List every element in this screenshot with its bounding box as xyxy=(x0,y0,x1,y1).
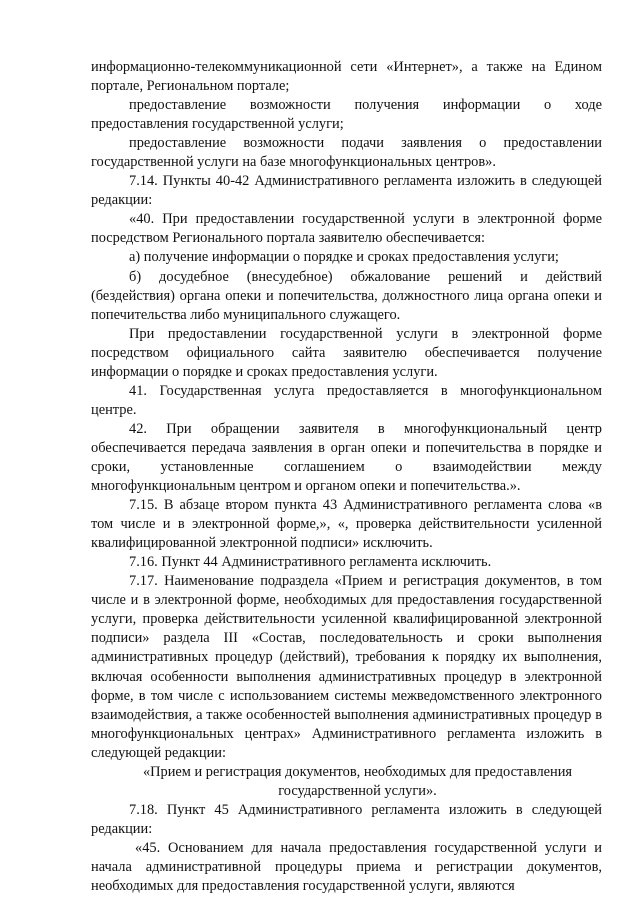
paragraph-portal-access: информационно-телекоммуникационной сети «Интернет», а также на Едином портале, Региональном портале; xyxy=(91,59,602,95)
document-body xyxy=(91,58,602,896)
paragraph-item-40-b: б) досудебное (внесудебное) обжалование решений и действий (бездействия) органа опеки и попечительства, должностного лица органа опеки и попечительства либо муниципального служащего. xyxy=(91,268,602,323)
paragraph-progress-info: предоставление возможности получения информации о ходе предоставления государственной услуги; xyxy=(91,97,602,133)
paragraph-clause-7-16: 7.16. Пункт 44 Административного регламента исключить. xyxy=(129,554,492,571)
paragraph-clause-7-14: 7.14. Пункты 40-42 Административного регламента изложить в следующей редакции: xyxy=(91,173,602,209)
paragraph-item-42: 42. При обращении заявителя в многофункциональный центр обеспечивается передача заявления в орган опеки и попечительства в порядке и сроки, установленные соглашением о взаимодействии между многофункциональным центром и органом опеки и попечительства.». xyxy=(91,420,602,495)
paragraph-clause-7-17: 7.17. Наименование подраздела «Прием и регистрация документов, в том числе и в электронной форме, необходимых для предоставления государственной услуги, проверка действительности усиленной квалифицированной электронной подписи» раздела III «Состав, последовательность и сроки выполнения административных процедур (действий), требования к порядку их выполнения, включая особенности выполнения административных процедур в электронной форме, в том числе с использованием системы межведомственного электронного взаимодействия, а также особенностей выполнения административных процедур в многофункциональных центрах» Административного регламента изложить в следующей редакции: xyxy=(91,573,602,761)
paragraph-item-41: 41. Государственная услуга предоставляется в многофункциональном центре. xyxy=(91,382,602,418)
paragraph-item-40-a: а) получение информации о порядке и сроках предоставления услуги; xyxy=(129,249,559,266)
paragraph-subsection-title: «Прием и регистрация документов, необходимых для предоставления государственной услуги». xyxy=(142,763,573,799)
paragraph-clause-7-15: 7.15. В абзаце втором пункта 43 Административного регламента слова «в том числе и в электронной форме,», «, проверка действительности усиленной квалифицированной электронной подписи» исключить. xyxy=(91,497,602,552)
paragraph-clause-7-18: 7.18. Пункт 45 Административного регламента изложить в следующей редакции: xyxy=(91,801,602,837)
paragraph-item-45: «45. Основанием для начала предоставления государственной услуги и начала административной процедуры приема и регистрации документов, необходимых для предоставления государственной услуги, являются xyxy=(91,839,602,895)
paragraph-official-site: При предоставлении государственной услуги в электронной форме посредством официального сайта заявителю обеспечивается получение информации о порядке и сроках предоставления услуги. xyxy=(91,325,602,380)
paragraph-item-40: «40. При предоставлении государственной услуги в электронной форме посредством Регионального портала заявителю обеспечивается: xyxy=(91,211,602,247)
paragraph-mfc-application: предоставление возможности подачи заявления о предоставлении государственной услуги на базе многофункциональных центров». xyxy=(91,135,602,171)
